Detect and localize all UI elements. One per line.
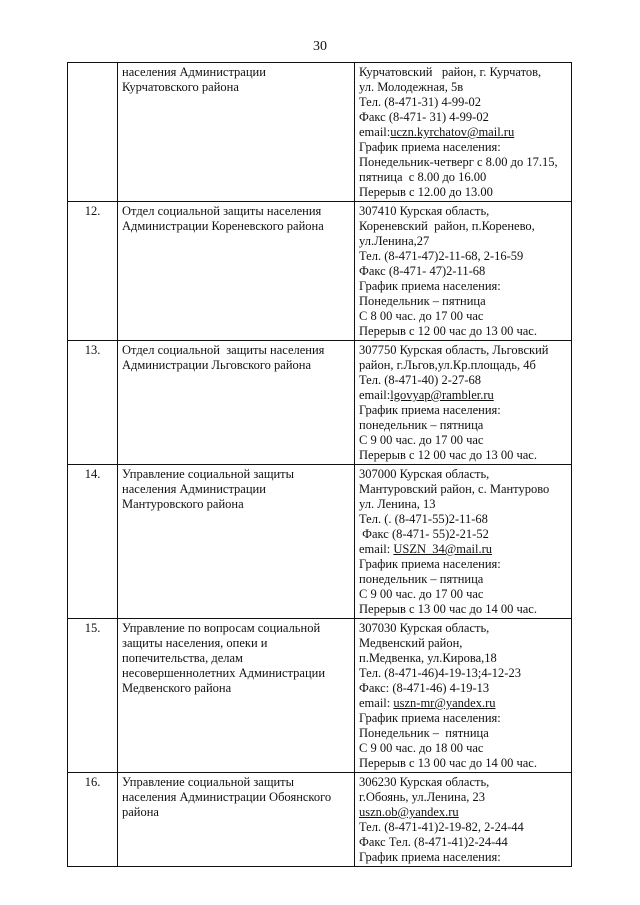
name-line: Управление социальной защиты [122,775,295,789]
name-line: Управление социальной защиты [122,467,295,481]
contact-line: Перерыв с 13 00 час до 14 00 час. [359,602,537,616]
contact-line: 307000 Курская область, [359,467,490,481]
table-row [68,341,572,465]
contact-line: г.Обоянь, ул.Ленина, 23 [359,790,486,804]
agency-name-cell [118,63,355,202]
email-line [359,542,567,557]
contact-line: С 9 00 час. до 17 00 час [359,587,484,601]
contact-line: Понедельник – пятница [359,294,486,308]
contact-line: Факс (8-471- 55)2-21-52 [359,527,489,541]
contact-line: Медвенский район, [359,636,463,650]
name-line: Медвенского района [122,681,232,695]
contact-line: Кореневский район, п.Коренево, [359,219,535,233]
contact-line: Тел. (8-471-40) 2-27-68 [359,373,482,387]
name-line: Отдел социальной защиты населения [122,204,322,218]
name-line: района [122,805,159,819]
contact-line: График приема населения: [359,850,501,864]
contact-cell [355,341,572,465]
row-number-cell [68,63,118,202]
contact-line: понедельник – пятница [359,418,484,432]
contact-line: Понедельник-четверг с 8.00 до 17.15, [359,155,558,169]
contact-line: 306230 Курская область, [359,775,490,789]
table-body [68,63,572,867]
email-link: uszn-mr@yandex.ru [393,696,496,710]
agency-name-cell [118,202,355,341]
email-label: email: [359,125,391,139]
contact-line: пятница с 8.00 до 16.00 [359,170,487,184]
contact-line: Тел. (. (8-471-55)2-11-68 [359,512,488,526]
contact-cell [355,202,572,341]
contact-line: район, г.Льгов,ул.Кр.площадь, 4б [359,358,536,372]
row-num: 12. [84,204,101,218]
contact-line: Факс: (8-471-46) 4-19-13 [359,681,490,695]
contact-line: 307030 Курская область, [359,621,490,635]
contact-line: 307410 Курская область, [359,204,490,218]
name-line: Курчатовского района [122,80,239,94]
contact-cell [355,465,572,619]
table-row [68,619,572,773]
row-number-cell [68,465,118,619]
contact-line: Тел. (8-471-46)4-19-13;4-12-23 [359,666,521,680]
contact-line: Факс (8-471- 47)2-11-68 [359,264,486,278]
agency-name-cell [118,619,355,773]
contact-line: График приема населения: [359,279,501,293]
contact-line: ул. Ленина, 13 [359,497,436,511]
contact-line: С 9 00 час. до 18 00 час [359,741,484,755]
name-line: населения Администрации [122,482,266,496]
contact-line: Тел. (8-471-41)2-19-82, 2-24-44 [359,820,524,834]
agency-name-cell [118,465,355,619]
contact-line: 307750 Курская область, Льговский [359,343,549,357]
email-line [359,388,567,403]
contact-line: Курчатовский район, г. Курчатов, [359,65,542,79]
row-num: 14. [84,467,101,481]
contact-line: График приема населения: [359,711,501,725]
email-link: lgovyap@rambler.ru [390,388,494,402]
contact-line: Перерыв с 13 00 час до 14 00 час. [359,756,537,770]
contact-line: График приема населения: [359,140,501,154]
name-line: населения Администрации [122,65,266,79]
agency-name-cell [118,341,355,465]
contact-line: Факс Тел. (8-471-41)2-24-44 [359,835,508,849]
contact-line: Перерыв с 12.00 до 13.00 [359,185,493,199]
contact-cell [355,619,572,773]
row-number-cell [68,202,118,341]
table-row [68,202,572,341]
contact-line: Мантуровский район, с. Мантурово [359,482,550,496]
row-num: 16. [84,775,101,789]
contact-cell [355,773,572,867]
row-number-cell [68,619,118,773]
contact-line: Понедельник – пятница [359,726,489,740]
contact-line: ул.Ленина,27 [359,234,430,248]
name-line: защиты населения, опеки и [122,636,268,650]
contact-line: Перерыв с 12 00 час до 13 00 час. [359,324,537,338]
email-line [359,805,567,820]
table-row [68,63,572,202]
contact-line: Перерыв с 12 00 час до 13 00 час. [359,448,537,462]
contact-line: Тел. (8-471-31) 4-99-02 [359,95,482,109]
contact-line: График приема населения: [359,557,501,571]
contact-line: понедельник – пятница [359,572,484,586]
row-number-cell [68,341,118,465]
contact-cell [355,63,572,202]
email-line [359,696,567,711]
contact-line: График приема населения: [359,403,501,417]
row-num: 13. [84,343,101,357]
page-number: 30 [313,39,327,54]
table-row [68,773,572,867]
name-line: несовершеннолетних Администрации [122,666,326,680]
email-link: uczn.kyrchatov@mail.ru [390,125,515,139]
row-number-cell [68,773,118,867]
table-row [68,465,572,619]
row-num: 15. [84,621,101,635]
email-label: email: [359,542,394,556]
name-line: попечительства, делам [122,651,243,665]
contact-line: С 8 00 час. до 17 00 час [359,309,484,323]
contact-line: С 9 00 час. до 17 00 час [359,433,484,447]
contact-line: ул. Молодежная, 5в [359,80,464,94]
agency-name-cell [118,773,355,867]
name-line: Управление по вопросам социальной [122,621,321,635]
email-line [359,125,567,140]
contact-line: п.Медвенка, ул.Кирова,18 [359,651,497,665]
name-line: Администрации Кореневского района [122,219,324,233]
email-label: email: [359,696,394,710]
email-label: email: [359,388,391,402]
contacts-table [67,62,572,867]
name-line: населения Администрации Обоянского [122,790,332,804]
name-line: Мантуровского района [122,497,244,511]
contact-line: Тел. (8-471-47)2-11-68, 2-16-59 [359,249,524,263]
name-line: Отдел социальной защиты населения [122,343,325,357]
email-link: uszn.ob@yandex.ru [359,805,459,819]
contact-line: Факс (8-471- 31) 4-99-02 [359,110,489,124]
email-link: USZN_34@mail.ru [393,542,493,556]
name-line: Администрации Льговского района [122,358,311,372]
